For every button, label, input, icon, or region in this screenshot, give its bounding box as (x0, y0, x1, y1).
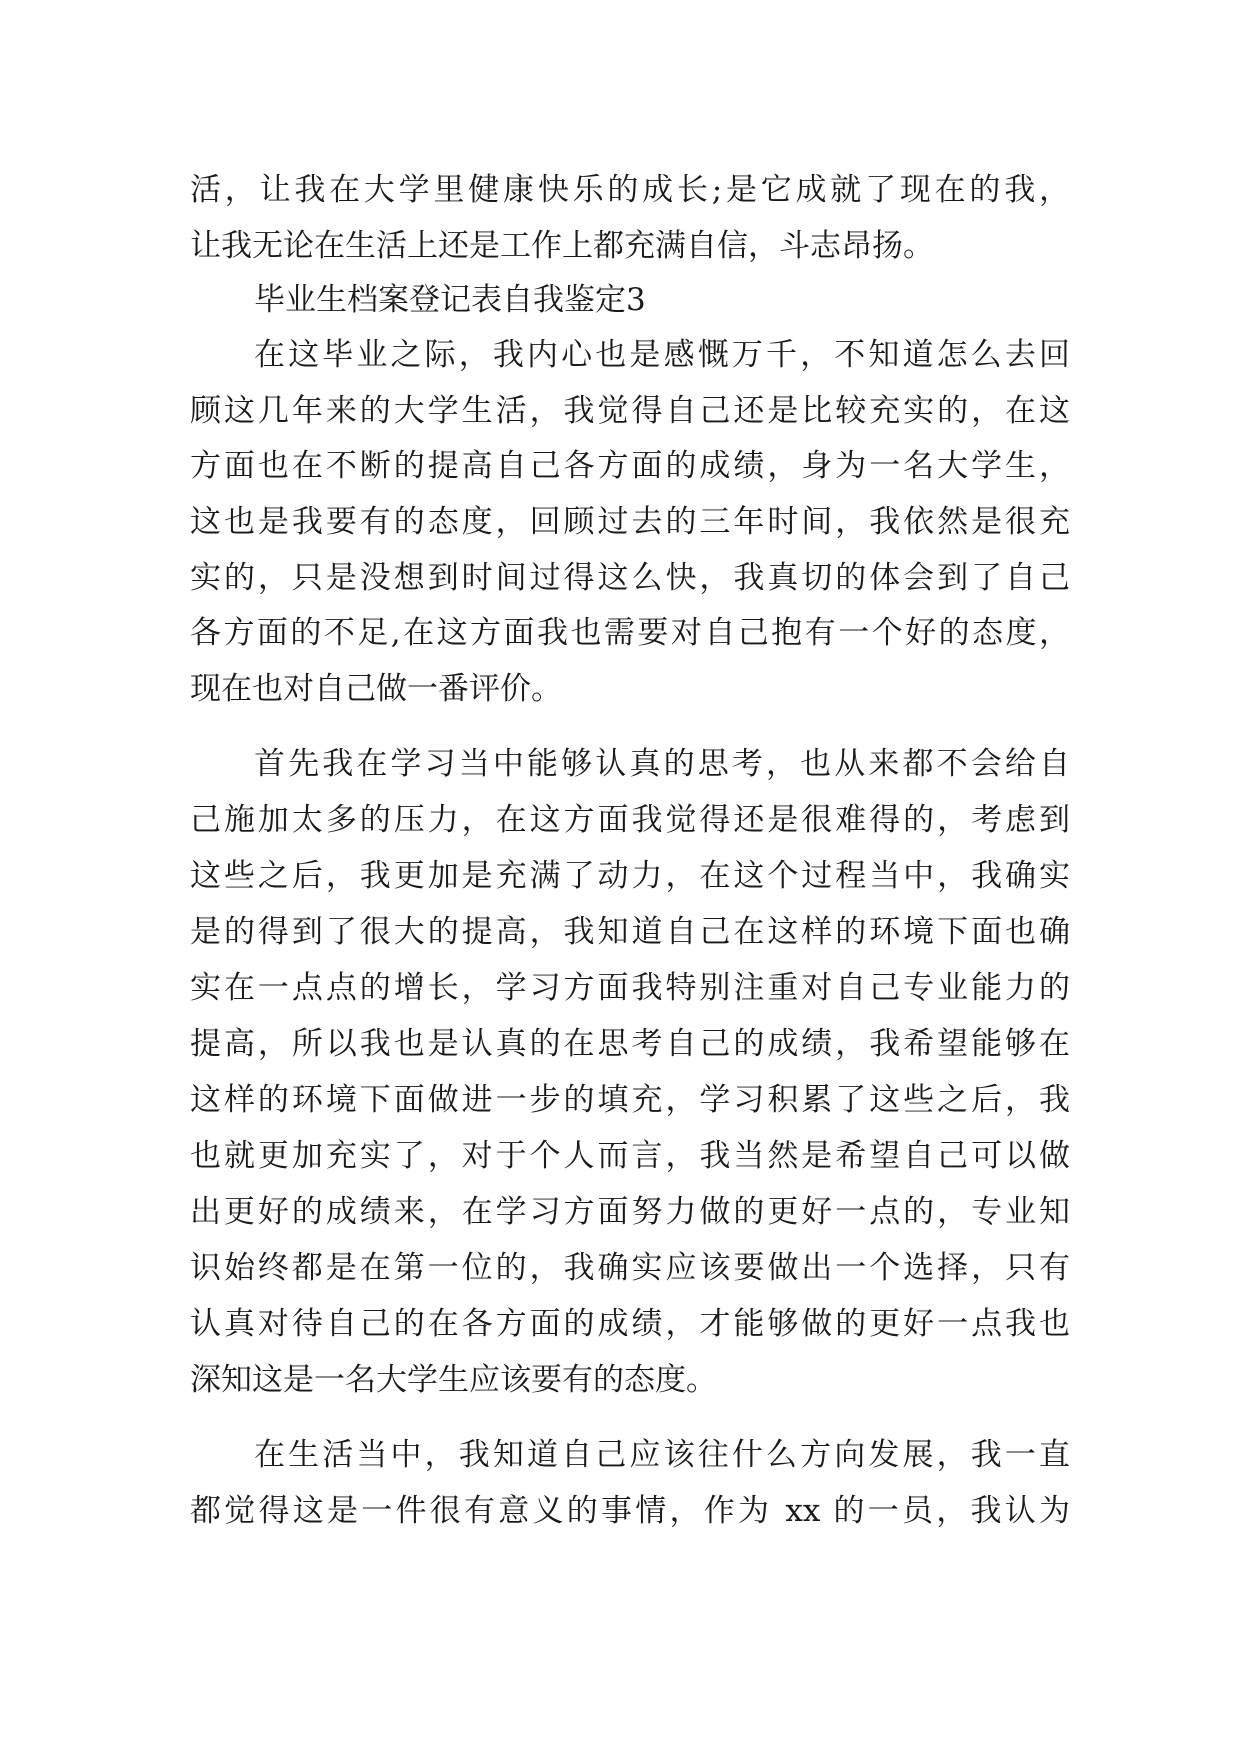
section-heading: 毕业生档案登记表自我鉴定3 (254, 282, 646, 318)
text-line: 也就更加充实了，对于个人而言，我当然是希望自己可以做 (190, 1138, 1070, 1174)
text-line: 首先我在学习当中能够认真的思考，也从来都不会给自 (254, 746, 1070, 782)
text-line: 在这毕业之际，我内心也是感慨万千，不知道怎么去回 (254, 337, 1070, 373)
text-line: 认真对待自己的在各方面的成绩，才能够做的更好一点我也 (190, 1306, 1070, 1342)
text-line: 识始终都是在第一位的，我确实应该要做出一个选择，只有 (190, 1250, 1070, 1286)
text-line: 深知这是一名大学生应该要有的态度。 (190, 1362, 717, 1398)
text-line: 各方面的不足,在这方面我也需要对自己抱有一个好的态度， (190, 615, 1070, 651)
text-line: 提高，所以我也是认真的在思考自己的成绩，我希望能够在 (190, 1026, 1070, 1062)
text-line: 这些之后，我更加是充满了动力，在这个过程当中，我确实 (190, 858, 1070, 894)
text-line: 都觉得这是一件很有意义的事情，作为 xx 的一员，我认为 (190, 1493, 1070, 1529)
text-line: 实的，只是没想到时间过得这么快，我真切的体会到了自己 (190, 560, 1070, 596)
text-line: 这也是我要有的态度，回顾过去的三年时间，我依然是很充 (190, 504, 1070, 540)
text-line: 活，让我在大学里健康快乐的成长;是它成就了现在的我， (190, 172, 1070, 208)
text-line: 让我无论在生活上还是工作上都充满自信，斗志昂扬。 (190, 228, 934, 264)
text-line: 是的得到了很大的提高，我知道自己在这样的环境下面也确 (190, 914, 1070, 950)
text-line: 在生活当中，我知道自己应该往什么方向发展，我一直 (254, 1437, 1070, 1473)
text-line: 实在一点点的增长，学习方面我特别注重对自己专业能力的 (190, 970, 1070, 1006)
text-line: 顾这几年来的大学生活，我觉得自己还是比较充实的，在这 (190, 393, 1070, 429)
text-line: 现在也对自己做一番评价。 (190, 671, 562, 707)
text-line: 己施加太多的压力，在这方面我觉得还是很难得的，考虑到 (190, 802, 1070, 838)
text-line: 出更好的成绩来，在学习方面努力做的更好一点的，专业知 (190, 1194, 1070, 1230)
text-line: 这样的环境下面做进一步的填充，学习积累了这些之后，我 (190, 1082, 1070, 1118)
text-line: 方面也在不断的提高自己各方面的成绩，身为一名大学生， (190, 448, 1070, 484)
